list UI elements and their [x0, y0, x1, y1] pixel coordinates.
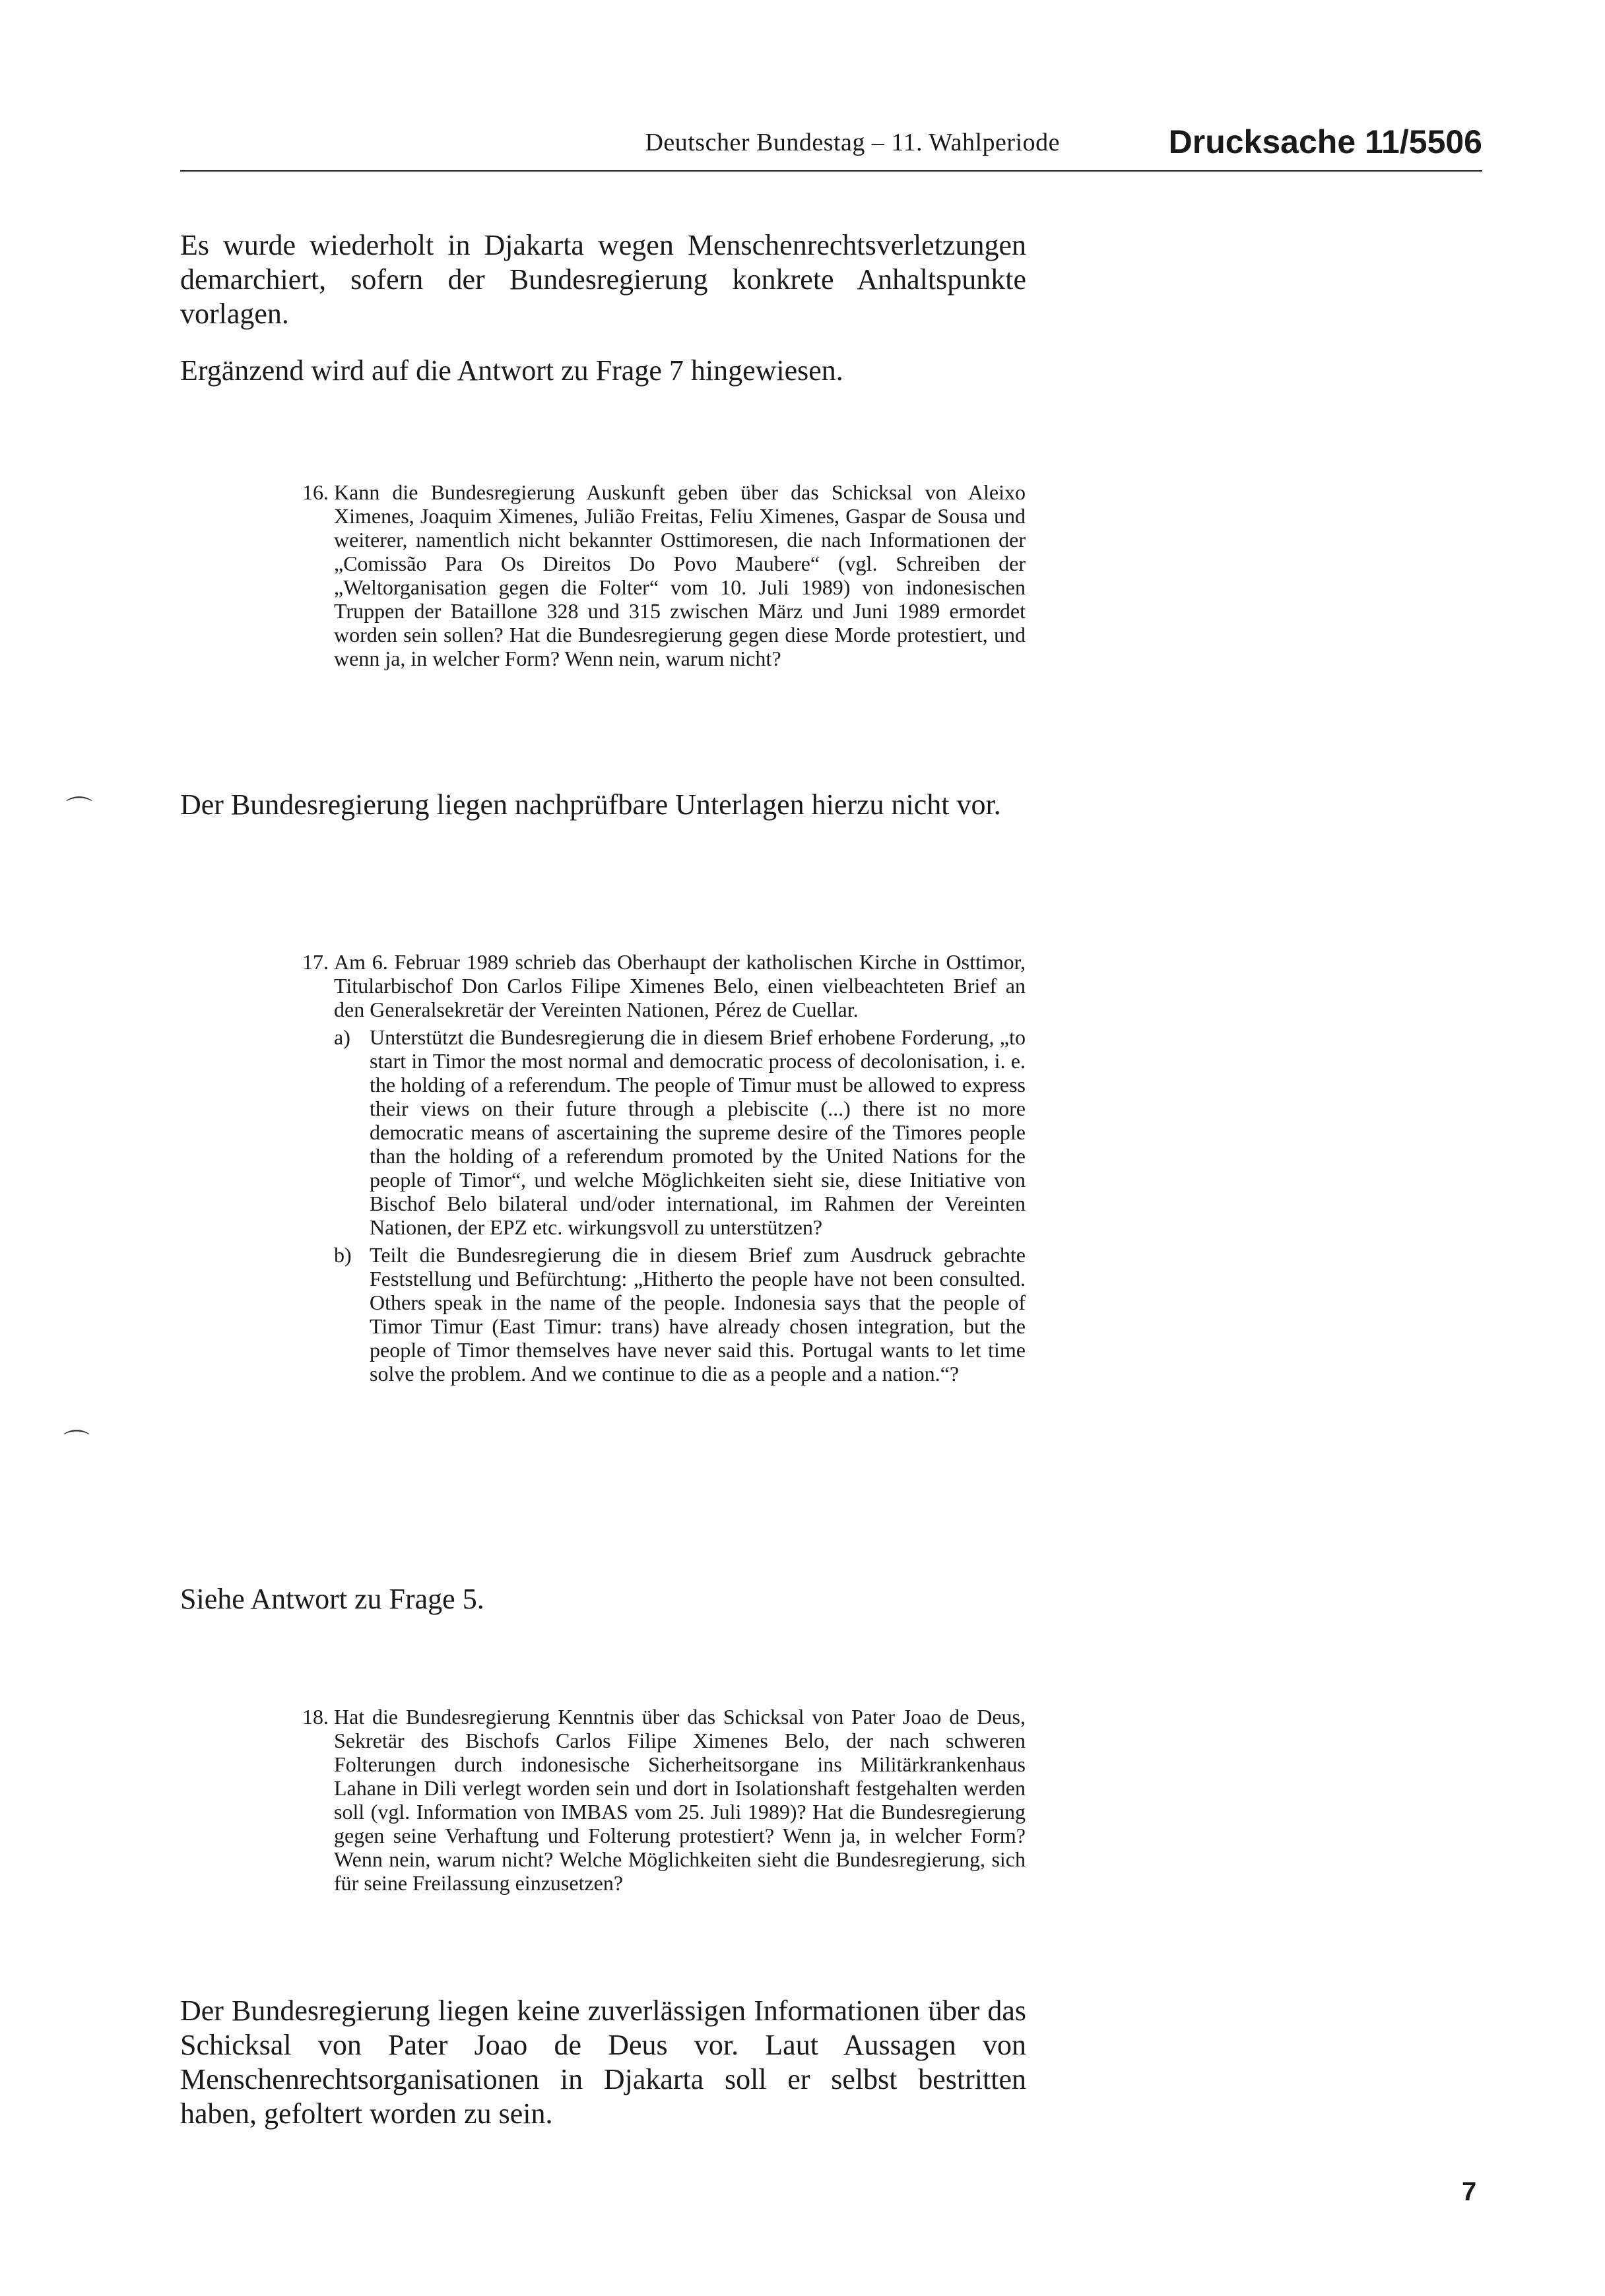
scan-mark: ⌒: [63, 1428, 90, 1458]
question-17: [289, 950, 1026, 1386]
question-number: 17.: [302, 950, 329, 974]
question-text: Kann die Bundesregierung Auskunft geben über das Schicksal von Aleixo Ximenes, Joaquim Ximenes, Julião Freitas, Feliu Ximenes, Gaspar de Sousa und weiterer, namentlich nicht bekannter Osttimoresen, die nach Informationen der „Comissão Para Os Direitos Do Povo Maubere“ (vgl. Schreiben der „Weltorganisation gegen die Folter“ vom 10. Juli 1989) von indonesischen Truppen der Bataillone 328 und 315 zwischen März und Juni 1989 ermordet worden sein sollen? Hat die Bundesregierung gegen diese Morde protestiert, und wenn ja, in welcher Form? Wenn nein, warum nicht?: [334, 480, 1026, 670]
page-header: [180, 123, 1482, 169]
question-18: [289, 1705, 1026, 1895]
page-number: 7: [1462, 2177, 1477, 2206]
answer-paragraph: Der Bundesregierung liegen nachprüfbare Unterlagen hierzu nicht vor.: [180, 788, 1001, 821]
scan-mark: ⌒: [66, 795, 92, 825]
answer-paragraph: Siehe Antwort zu Frage 5.: [180, 1583, 484, 1615]
sub-label: b): [334, 1243, 352, 1267]
header-document-number: Drucksache 11/5506: [1168, 123, 1482, 160]
answer-paragraph: Der Bundesregierung liegen keine zuverlässigen Informationen über das Schicksal von Pater Joao de Deus vor. Laut Aussagen von Menschenrechtsorganisationen in Djakarta soll er selbst bestritten haben, gefoltert worden zu sein.: [180, 1994, 1026, 2130]
sub-text: Teilt die Bundesregierung die in diesem Brief zum Ausdruck gebrachte Feststellung und Befürchtung: „Hitherto the people have not been consulted. Others speak in the name of the people. Indonesia says that the people of Timor Timur (East Timur: trans) have already chosen integration, but the people of Timor themselves have never said this. Portugal wants to let time solve the problem. And we continue to die as a people and a nation.“?: [370, 1243, 1026, 1386]
question-16: [289, 480, 1026, 670]
question-number: 18.: [302, 1705, 329, 1729]
header-publication: Deutscher Bundestag – 11. Wahlperiode: [645, 129, 1060, 156]
question-17-part-a: [334, 1025, 1026, 1239]
sub-label: a): [334, 1025, 350, 1049]
question-17-part-b: [334, 1243, 1026, 1386]
answer-paragraph: Es wurde wiederholt in Djakarta wegen Menschenrechtsverletzungen demarchiert, sofern der Bundesregierung konkrete Anhaltspunkte vorlagen.: [180, 229, 1026, 330]
question-text: Am 6. Februar 1989 schrieb das Oberhaupt der katholischen Kirche in Osttimor, Titularbischof Don Carlos Filipe Ximenes Belo, einen vielbeachteten Brief an den Generalsekretär der Vereinten Nationen, Pérez de Cuellar.: [334, 950, 1026, 1021]
question-number: 16.: [302, 480, 329, 504]
question-text: Hat die Bundesregierung Kenntnis über das Schicksal von Pater Joao de Deus, Sekretär des Bischofs Carlos Filipe Ximenes Belo, der nach schweren Folterungen durch indonesische Sicherheitsorgane ins Militärkrankenhaus Lahane in Dili verlegt worden sein und dort in Isolationshaft festgehalten werden soll (vgl. Information von IMBAS vom 25. Juli 1989)? Hat die Bundesregierung gegen seine Verhaftung und Folterung protestiert? Wenn ja, in welcher Form? Wenn nein, warum nicht? Welche Möglichkeiten sieht die Bundesregierung, sich für seine Freilassung einzusetzen?: [334, 1705, 1026, 1895]
sub-text: Unterstützt die Bundesregierung die in diesem Brief erhobene Forderung, „to start in Timor the most normal and democratic process of decolonisation, i. e. the holding of a referendum. The people of Timur must be allowed to express their views on their future through a plebiscite (...) there ist no more democratic means of ascertaining the supreme desire of the Timores people than the holding of a referendum promoted by the United Nations for the people of Timor“, und welche Möglichkeiten sieht sie, diese Initiative von Bischof Belo bilateral und/oder international, im Rahmen der Vereinten Nationen, der EPZ etc. wirkungsvoll zu unterstützen?: [370, 1025, 1026, 1239]
answer-paragraph: Ergänzend wird auf die Antwort zu Frage 7 hingewiesen.: [180, 354, 843, 387]
header-rule: [180, 170, 1482, 172]
